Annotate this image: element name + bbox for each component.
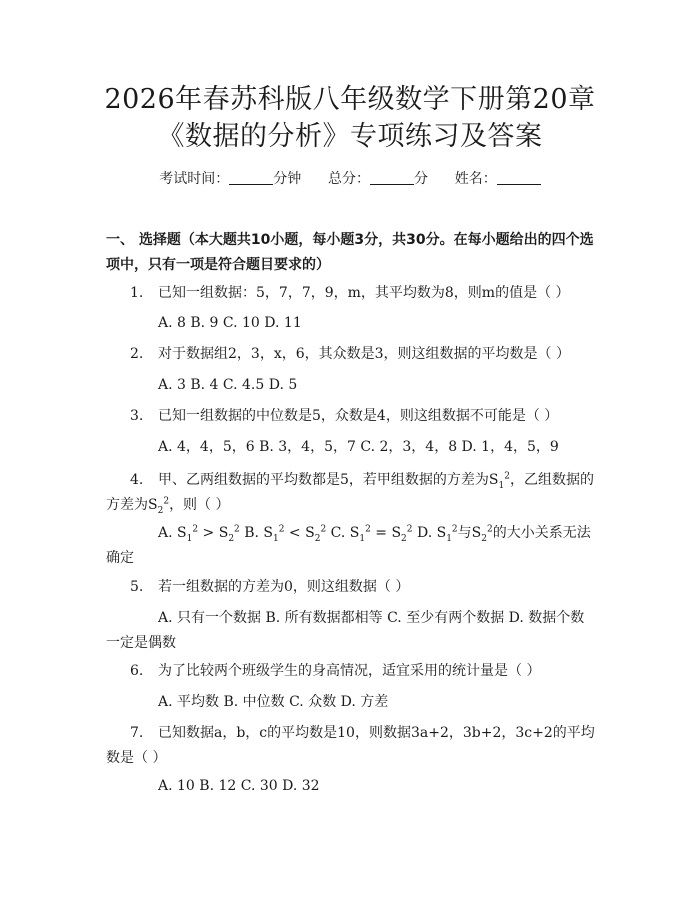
question-number: 5. <box>130 579 144 595</box>
subscript: 2 <box>314 533 321 544</box>
question-5 <box>106 575 596 600</box>
text-part: < S <box>284 525 315 541</box>
subscript: 1 <box>273 533 279 544</box>
question-1-options <box>106 311 596 336</box>
question-number: 2. <box>130 346 144 362</box>
question-5-options <box>106 606 596 656</box>
superscript: 2 <box>406 524 413 535</box>
text-part: A. S <box>158 525 187 541</box>
exam-meta <box>0 168 700 188</box>
question-text: 若一组数据的方差为0，则这组数据（ ） <box>158 579 410 595</box>
options-text: A. 10 B. 12 C. 30 D. 32 <box>158 778 320 794</box>
score-label: 总分： <box>328 171 370 187</box>
question-2-options <box>106 373 596 398</box>
score-unit: 分 <box>414 171 428 187</box>
subscript: 1 <box>446 533 452 544</box>
question-text: 已知数据a，b，c的平均数是10，则数据3a+2，3b+2，3c+2的平均数是（ ） <box>106 725 595 766</box>
page-title-line1: 2026年春苏科版八年级数学下册第20章 <box>104 84 596 115</box>
options-text: A. 3 B. 4 C. 4.5 D. 5 <box>158 377 298 393</box>
text-part: C. S <box>326 525 360 541</box>
subscript: 2 <box>481 533 487 544</box>
question-7 <box>106 721 596 771</box>
options-text <box>106 521 596 571</box>
question-text: 为了比较两个班级学生的身高情况，适宜采用的统计量是（ ） <box>158 663 541 679</box>
text-part: D. S <box>412 525 447 541</box>
text-part: 的大小关系无法确定 <box>106 525 591 566</box>
superscript: 2 <box>278 524 285 535</box>
time-label: 考试时间： <box>159 171 230 187</box>
superscript: 2 <box>504 471 510 482</box>
question-number: 1. <box>130 285 144 301</box>
question-3 <box>106 404 596 429</box>
subscript: 1 <box>359 533 366 544</box>
question-7-options <box>106 774 596 799</box>
text-part: ，乙组数据的方差为S <box>106 472 594 513</box>
page-title-line2: 《数据的分析》专项练习及答案 <box>157 121 543 152</box>
text-part: ，则（ ） <box>169 497 230 513</box>
time-blank <box>229 171 273 185</box>
question-number: 6. <box>130 663 144 679</box>
question-number: 7. <box>130 725 144 741</box>
options-text: A. 8 B. 9 C. 10 D. 11 <box>158 315 302 331</box>
subscript: 1 <box>186 533 193 544</box>
text-part: 与S <box>457 525 482 541</box>
options-text: A. 只有一个数据 B. 所有数据都相等 C. 至少有两个数据 D. 数据个数一定是偶数 <box>106 610 585 651</box>
question-number: 4. <box>130 472 144 488</box>
superscript: 2 <box>192 524 199 535</box>
question-number: 3. <box>130 408 144 424</box>
subscript: 2 <box>157 505 164 516</box>
text-part: B. S <box>239 525 274 541</box>
superscript: 2 <box>486 524 493 535</box>
superscript: 2 <box>451 524 458 535</box>
score-blank <box>370 171 414 185</box>
question-6-options <box>106 690 596 715</box>
options-text: A. 平均数 B. 中位数 C. 众数 D. 方差 <box>158 694 389 710</box>
section-heading: 一、 选择题（本大题共10小题，每小题3分，共30分。在每小题给出的四个选项中，只有一项是符合题目要求的） <box>106 232 594 273</box>
text-part: = S <box>370 525 402 541</box>
question-text <box>106 468 596 518</box>
name-label: 姓名： <box>454 171 497 187</box>
time-unit: 分钟 <box>273 171 302 187</box>
question-text: 已知一组数据的中位数是5，众数是4，则这组数据不可能是（ ） <box>158 408 559 424</box>
question-text: 对于数据组2，3，x，6，其众数是3，则这组数据的平均数是（ ） <box>158 346 570 362</box>
superscript: 2 <box>365 524 371 535</box>
superscript: 2 <box>234 524 240 535</box>
text-part: > S <box>198 525 229 541</box>
subscript: 1 <box>498 480 505 491</box>
question-4 <box>106 468 596 518</box>
superscript: 2 <box>320 524 327 535</box>
question-6 <box>106 659 596 684</box>
subscript: 2 <box>228 533 235 544</box>
question-2 <box>106 342 596 367</box>
text-part: 甲、乙两组数据的平均数都是5，若甲组数据的方差为S <box>158 472 499 488</box>
question-4-options <box>106 521 596 571</box>
options-text: A. 4，4，5，6 B. 3，4，5，7 C. 2，3，4，8 D. 1，4，5，9 <box>158 439 559 455</box>
superscript: 2 <box>163 496 170 507</box>
name-blank <box>497 171 541 185</box>
subscript: 2 <box>401 533 407 544</box>
question-3-options <box>106 435 596 460</box>
question-text: 已知一组数据：5，7，7，9，m，其平均数为8，则m的值是（ ） <box>158 285 570 301</box>
question-1 <box>106 281 596 306</box>
